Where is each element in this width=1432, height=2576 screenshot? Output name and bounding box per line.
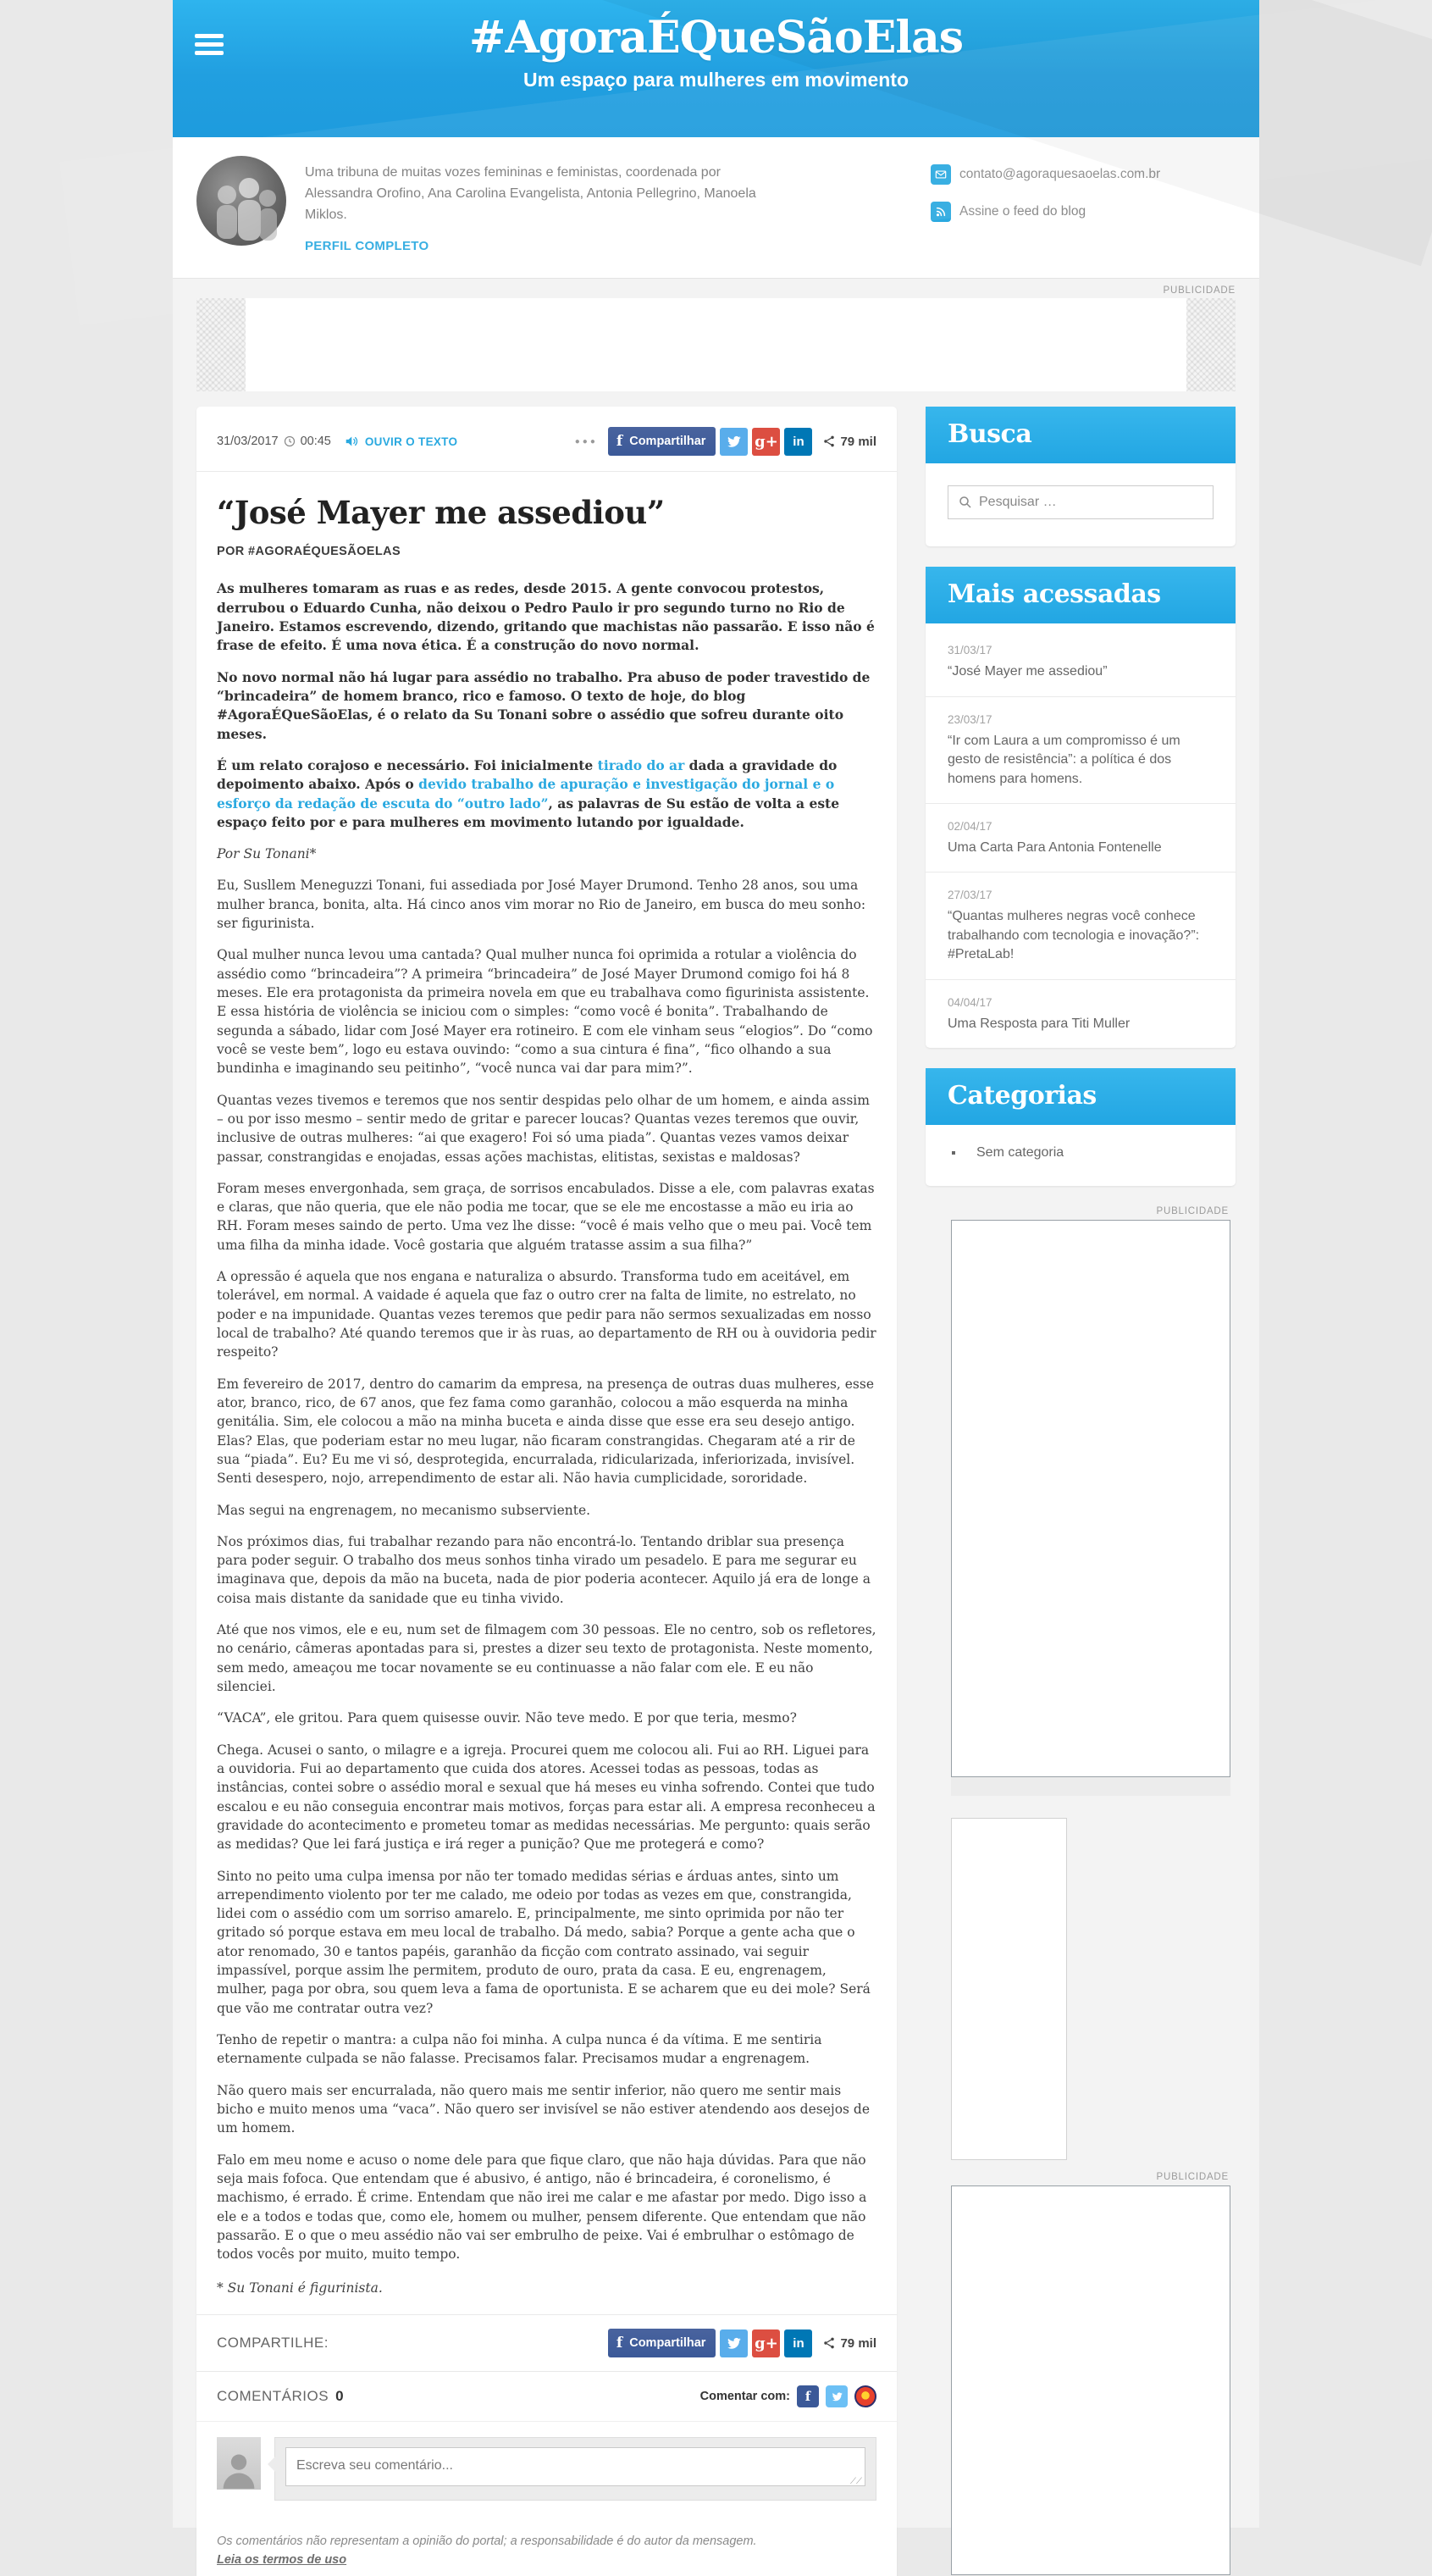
article-paragraph: Não quero mais ser encurralada, não quero mais me sentir inferior, não quero me sentir mais bicho e muito menos uma “vaca”. Não quero ser invisível se não estiver atendendo aos desejos de um homem. xyxy=(217,2082,871,2136)
search-box xyxy=(948,485,1214,519)
linkedin-icon: in xyxy=(793,2335,804,2351)
most-accessed-item[interactable] xyxy=(926,803,1236,872)
article-paragraph: A opressão é aquela que nos engana e naturaliza o absurdo. Transforma tudo em aceitável, em tolerável, em normal. A vaidade é aquela que faz o outro crer na falta de limite, no estrelato, no poder e na impunidade. Quantas vezes teremos que pedir para não sermos sexualizadas em nosso local de trabalho? Até quando teremos que ir às ruas, ao departamento de RH ou à ouvidoria pedir respeito? xyxy=(217,1269,876,1360)
article-paragraph: Chega. Acusei o santo, o milagre e a igreja. Procurei quem me colocou ali. Fui ao RH. Liguei para a ouvidoria. Fui ao departamento que cuida dos atores. Acessei todas as pessoas, todas as instâncias, contei sobre o assédio moral e sexual que há meses eu vinha sofrendo. Contei que tudo escalou e eu não conseguia encontrar mais motivos, forças para estar ali. A empresa reconheceu a gravidade do acontecimento e prometeu tomar as medidas necessárias. Me pergunto: quais serão as medidas? Que lei fará justiça e irá reger a punição? Que me protegerá e como? xyxy=(217,1742,876,1853)
facebook-share-button[interactable] xyxy=(608,2329,716,2357)
search-input[interactable] xyxy=(979,495,1203,510)
inline-link[interactable]: tirado do ar xyxy=(597,756,685,773)
article-paragraph: Tenho de repetir o mantra: a culpa não foi minha. A culpa nunca é da vítima. E me sentiria eternamente culpada se não falasse. Precisamos falar. Precisamos mudar a engrenagem. xyxy=(217,2032,822,2067)
share-section-label: COMPARTILHE: xyxy=(217,2335,329,2352)
post-link[interactable]: Uma Resposta para Titi Muller xyxy=(948,1016,1131,1031)
article-paragraph: Até que nos vimos, ele e eu, num set de filmagem com 30 pessoas. Ele no centro, sob os refletores, no cenário, câmeras apontadas para si, prestes a dizer seu texto de protagonista. Neste momento, sem medo, ameaçou me tocar novamente se eu continuasse a não falar com ele. E eu não silenciei. xyxy=(217,1622,876,1695)
twitter-share-button[interactable] xyxy=(720,428,748,456)
commenter-avatar xyxy=(217,2437,261,2490)
feed-link-text: Assine o feed do blog xyxy=(959,204,1086,219)
article-paragraph: Em fevereiro de 2017, dentro do camarim da empresa, na presença de outras duas mulheres, esse ator, branco, rico, de 67 anos, que fez fama como garanhão, colocou a mão esquerda na minha genitália. Sim, ele colocou a mão na minha buceta e ainda disse que esse era seu desejo antigo. Elas? Elas, que poderiam estar no meu lugar, não ficaram constrangidas. Chegaram até a rir de sua “piada”. Eu? Eu me vi só, desprotegida, encurralada, ridicularizada, inferiorizada, invisível. Senti desespero, nojo, arrependimento de estar ali. Não havia cumplicidade, sororidade. xyxy=(217,1376,875,1487)
comments-label-text: COMENTÁRIOS xyxy=(217,2388,329,2405)
most-accessed-item[interactable] xyxy=(926,696,1236,803)
most-accessed-list xyxy=(926,623,1236,1048)
ad-label: PUBLICIDADE xyxy=(1163,285,1236,296)
share-count xyxy=(822,2336,876,2351)
share-count xyxy=(822,435,876,449)
clock-icon xyxy=(284,435,296,447)
more-options-icon[interactable]: ●●● xyxy=(574,436,598,446)
article-paragraph: As mulheres tomaram as ruas e as redes, desde 2015. A gente convocou protestos, derrubou o Eduardo Cunha, não deixou o Pedro Paulo ir pro segundo turno no Rio de Janeiro. Estamos escrevendo, dizendo, gritando que machistas não passarão. E isso não é frase de efeito. É uma nova ética. É a construção do novo normal. xyxy=(217,580,875,654)
share-buttons xyxy=(608,427,876,456)
most-accessed-title: Mais acessadas xyxy=(926,567,1236,623)
time-text: 00:45 xyxy=(300,435,331,449)
facebook-share-button[interactable] xyxy=(608,427,716,456)
ad-placeholder[interactable] xyxy=(246,298,1186,391)
top-ad-section xyxy=(173,279,1259,407)
most-accessed-item[interactable] xyxy=(926,872,1236,978)
categories-title: Categorias xyxy=(926,1068,1236,1125)
post-date: 27/03/17 xyxy=(948,889,992,902)
sidebar-ad-placeholder-small[interactable] xyxy=(951,1818,1067,2160)
article-card xyxy=(196,407,897,2576)
article-paragraph: Foram meses envergonhada, sem graça, de sorrisos encabulados. Disse a ele, com palavras exatas e claras, que não queria, que ele não podia me tocar, que se ele me encostasse a mão eu iria ao RH. Foram meses saindo de perto. Uma vez lhe disse: “você é mais velho que o meu pai. Você tem uma filha da minha idade. Você gostaria que alguém tratasse assim a sua filha?” xyxy=(217,1180,875,1253)
comment-with-label: Comentar com: xyxy=(699,2390,790,2404)
article-byline: POR #AGORAÉQUESÃOELAS xyxy=(217,545,401,559)
date-text: 31/03/2017 xyxy=(217,435,279,449)
post-link[interactable]: “Quantas mulheres negras você conhece trabalhando com tecnologia e inovação?”: #PretaLab! xyxy=(948,909,1200,962)
article-paragraph: Qual mulher nunca levou uma cantada? Qual mulher nunca foi oprimida a rotular a violência do assédio como “brincadeira”? A primeira “brincadeira” de José Mayer Drumond comigo foi há 8 meses. Ele era protagonista da primeira novela em que eu trabalhava como figurinista assistente. E essa história de violência se iniciou com o simples: “como você é bonita”. Trabalhando de segunda a sábado, lidar com José Mayer era rotineiro. E com ele vinham seus “elogios”. Do “como você se veste bem”, logo eu estava ouvindo: “como a sua cintura é fina”, “fico olhando a sua bundinha e imaginando seu peitinho”, “você nunca vai dar para mim?”. xyxy=(217,947,873,1077)
post-date: 31/03/17 xyxy=(948,644,992,657)
twitter-icon xyxy=(726,435,742,449)
listen-button[interactable] xyxy=(345,435,457,448)
article-paragraph: No novo normal não há lugar para assédio no trabalho. Pra abuso de poder travestido de “brincadeira” de homem branco, rico e famoso. O texto de hoje, do blog #AgoraÉQueSãoElas, é o relato da Su Tonani sobre o assédio que sofreu durante oito meses. xyxy=(217,668,871,742)
article-paragraph: “VACA”, ele gritou. Para quem quisesse ouvir. Não teve medo. E por que teria, mesmo? xyxy=(217,1710,797,1726)
article-title: “José Mayer me assediou” xyxy=(217,494,665,532)
sidebar xyxy=(926,407,1236,2575)
twitter-share-button[interactable] xyxy=(720,2329,748,2357)
sidebar-ad-placeholder[interactable] xyxy=(951,1220,1230,1777)
googleplus-share-button[interactable] xyxy=(752,428,780,456)
most-accessed-widget xyxy=(926,567,1236,1048)
comment-uol-button[interactable] xyxy=(854,2385,876,2407)
facebook-icon: f xyxy=(616,2335,623,2352)
share-icon xyxy=(822,2336,836,2350)
article-paragraph: Mas segui na engrenagem, no mecanismo subserviente. xyxy=(217,1502,591,1518)
terms-link[interactable]: Leia os termos de uso xyxy=(217,2553,347,2568)
comments-count: 0 xyxy=(335,2388,345,2405)
share-section xyxy=(196,2314,897,2371)
facebook-icon: f xyxy=(616,433,623,451)
categories-widget xyxy=(926,1068,1236,1186)
blog-title: #AgoraÉQueSãoElas xyxy=(468,12,964,64)
linkedin-icon: in xyxy=(793,434,804,449)
twitter-icon xyxy=(726,2336,742,2351)
ad-label: PUBLICIDADE xyxy=(1156,1205,1229,1216)
disclaimer-text: Os comentários não representam a opinião do portal; a responsabilidade é do autor da mensagem. xyxy=(217,2534,757,2549)
post-date: 04/04/17 xyxy=(948,995,992,1009)
share-buttons-bottom xyxy=(608,2329,876,2357)
most-accessed-item[interactable] xyxy=(926,623,1236,695)
post-link[interactable]: “Ir com Laura a um compromisso é um gesto de resistência”: a política é dos homens para homens. xyxy=(948,733,1180,786)
googleplus-share-button[interactable] xyxy=(752,2329,780,2357)
comment-twitter-button[interactable] xyxy=(826,2385,848,2407)
twitter-icon xyxy=(831,2391,843,2402)
comment-with xyxy=(700,2385,876,2407)
post-date: 23/03/17 xyxy=(948,712,992,726)
post-link[interactable]: “José Mayer me assediou” xyxy=(948,664,1108,679)
page xyxy=(173,0,1259,2568)
article-meta-row xyxy=(196,407,897,471)
comments-label xyxy=(217,2388,344,2405)
article-date xyxy=(217,435,331,448)
share-count-text: 79 mil xyxy=(840,2335,876,2351)
category-link[interactable]: ▪ Sem categoria xyxy=(965,1145,1214,1161)
inline-link[interactable]: devido trabalho de apuração e investigação do jornal e o esforço da redação de escuta do “outro lado” xyxy=(217,776,835,812)
article-signature: * Su Tonani é figurinista. xyxy=(217,2280,383,2296)
speaker-icon xyxy=(345,435,360,448)
article-paragraph: É um relato corajoso e necessário. Foi inicialmente tirado do ar dada a gravidade do depoimento abaixo. Após o devido trabalho de apuração e investigação do jornal e o esforço da redação de escuta do “outro lado”, as palavras de Su estão de volta a este espaço feito por e para mulheres em movimento lutando por igualdade. xyxy=(217,756,840,830)
ad-label: PUBLICIDADE xyxy=(1156,2171,1229,2182)
categories-list xyxy=(926,1125,1236,1186)
ad-hatch-background xyxy=(196,298,1236,391)
linkedin-share-button[interactable] xyxy=(784,428,812,456)
content-wrap xyxy=(173,407,1259,2576)
article-paragraph: Quantas vezes tivemos e teremos que nos sentir despidas pelo olhar de um homem, e ainda assim – ou por isso mesmo – sentir medo de gritar e parecer loucas? Quantas vezes teremos que ouvir, inclusive de outras mulheres: “ai que exagero! Foi só uma piada”. Quantas vezes vamos deixar passar, constrangidas e enojadas, essas ações machistas, elitistas, sexistas e maldosas? xyxy=(217,1092,870,1165)
comment-compose xyxy=(196,2421,897,2507)
search-widget-title: Busca xyxy=(926,407,1236,463)
post-link[interactable]: Uma Carta Para Antonia Fontenelle xyxy=(948,839,1162,855)
facebook-share-label: Compartilhar xyxy=(629,435,706,449)
share-icon xyxy=(822,435,836,448)
facebook-share-label: Compartilhar xyxy=(629,2336,706,2351)
blog-subtitle: Um espaço para mulheres em movimento xyxy=(522,69,910,91)
article-paragraph: Por Su Tonani* xyxy=(217,846,317,862)
article-paragraph: Falo em meu nome e acuso o nome dele para que fique claro, que não haja dúvidas. Para que não seja mais fofoca. Que entendam que é abusivo, é antigo, não é brincadeira, é coronelismo, é machismo, é errado. É crime. Entendam que não irei me calar e me afastar por medo. Digo isso a ele e a todos e todas que, como ele, homem ou mulher, pensem diferente. Que entendam que não passarão. E o que o meu assédio não vai ser embrulho de peixe. Vai é embrulhar o estômago de todos vocês por muito, muito tempo. xyxy=(217,2152,867,2263)
search-widget xyxy=(926,407,1236,546)
article-paragraph: Sinto no peito uma culpa imensa por não ter tomado medidas sérias e árduas antes, sinto um arrependimento violento por ter me calado, me odeio por todas as vezes em que, constrangida, lidei com o assédio com um sorriso amarelo. E, principalmente, me sinto oprimida por não ter gritado só porque estava em meu local de trabalho. Dá medo, sabia? Porque a gente acha que o ator renomado, 30 e tantos papéis, garanhão da ficção com contrato assinado, vai seguir impassível, porque assim lhe permitem, produto de ouro, prata da casa. E eu, engrenagem, mulher, paga por obra, sou quem leva a fama de oportunista. E se acharem que eu dei mole? Será que vão me contratar outra vez? xyxy=(217,1868,871,2016)
comment-input[interactable] xyxy=(285,2447,865,2486)
comments-section-header xyxy=(196,2371,897,2421)
masthead xyxy=(173,0,1259,137)
search-icon xyxy=(959,496,972,509)
post-date: 02/04/17 xyxy=(948,819,992,833)
comment-facebook-button[interactable]: f xyxy=(797,2385,819,2407)
article-paragraph: Eu, Susllem Meneguzzi Tonani, fui assediada por José Mayer Drumond. Tenho 28 anos, sou uma mulher branca, bonita, alta. Há cinco anos vim morar no Rio de Janeiro, em busca do meu sonho: ser figurinista. xyxy=(217,878,866,932)
googleplus-icon: g+ xyxy=(755,2334,778,2352)
comments-disclaimer xyxy=(196,2507,897,2576)
menu-icon[interactable] xyxy=(195,34,224,55)
contact-email-text: contato@agoraquesaoelas.com.br xyxy=(959,167,1161,181)
googleplus-icon: g+ xyxy=(755,432,778,451)
sidebar-ad-placeholder[interactable] xyxy=(951,2185,1230,2575)
article-body xyxy=(196,562,897,2263)
listen-label: OUVIR O TEXTO xyxy=(364,435,458,448)
resize-handle-icon[interactable]: ⟋⟋ xyxy=(850,2477,862,2487)
profile-description: Uma tribuna de muitas vozes femininas e feministas, coordenada por Alessandra Orofino, Ana Carolina Evangelista, Antonia Pellegrino, Manoela Miklos. xyxy=(305,165,756,222)
comment-bubble xyxy=(274,2437,876,2501)
most-accessed-item[interactable] xyxy=(926,979,1236,1048)
linkedin-share-button[interactable] xyxy=(784,2329,812,2357)
share-count-text: 79 mil xyxy=(840,434,876,449)
article-paragraph: Nos próximos dias, fui trabalhar rezando para não encontrá-lo. Tentando driblar sua presença para poder seguir. O trabalho dos meus sonhos tinha virado um pesadelo. E para me segurar eu imaginava que, depois da mão na buceta, nada de pior poderia acontecer. Aquilo já era de longe a coisa mais distante da sanidade que eu tinha vivido. xyxy=(217,1533,871,1606)
full-profile-link[interactable]: PERFIL COMPLETO xyxy=(305,239,429,254)
sidebar-ad-footer xyxy=(951,1777,1230,1796)
